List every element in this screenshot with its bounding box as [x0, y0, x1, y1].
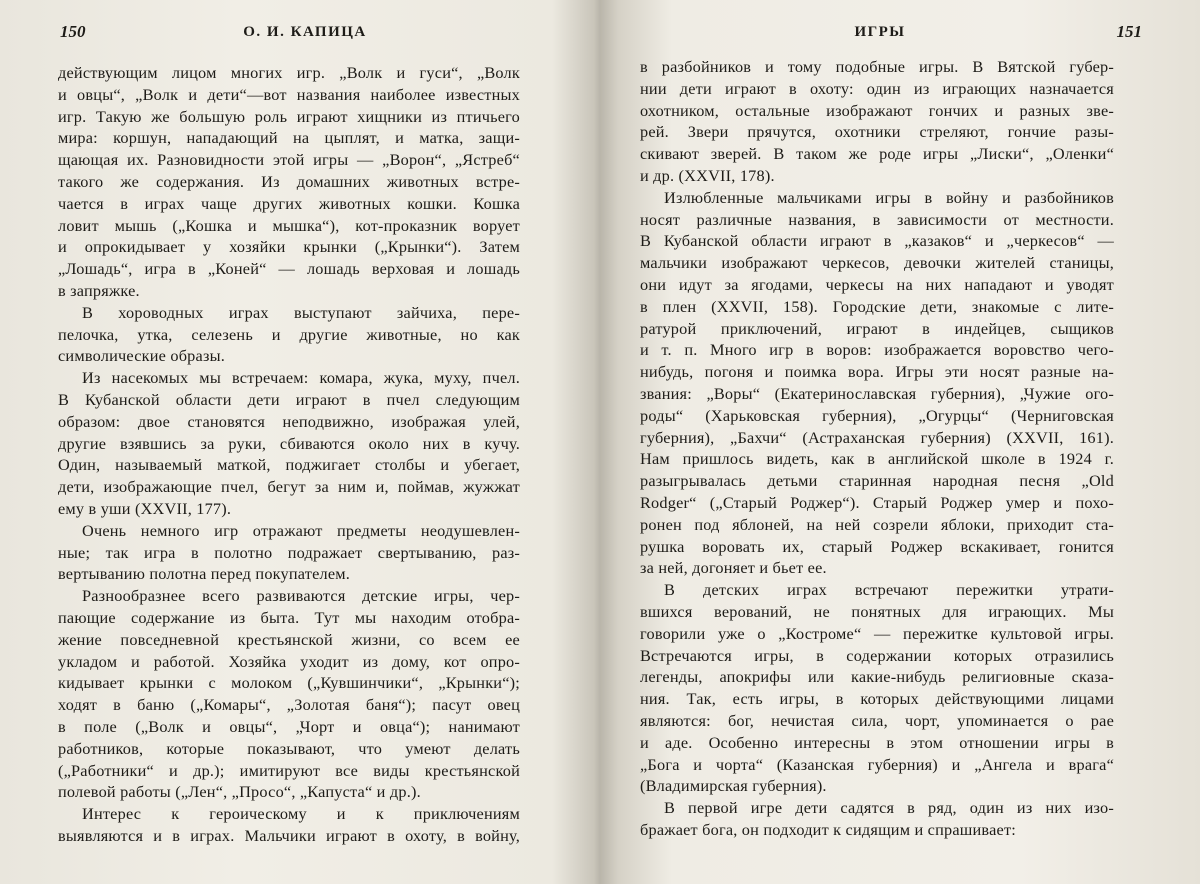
- text-line: „Лошадь“, игра в „Коней“ — лошадь верховая и лошадь: [58, 259, 520, 279]
- text-line: Нам пришлось видеть, как в английской школе в 1924 г.: [640, 449, 1114, 469]
- left-page-text: [58, 62, 520, 847]
- text-line: игр. Такую же большую роль играют хищники из птичьего: [58, 106, 520, 126]
- text-line: В Кубанской области дети играют в пчел следующим: [58, 389, 520, 409]
- text-line: ходят в баню („Комары“, „Золотая баня“); пасут овец: [58, 695, 520, 715]
- text-line: вшихся верований, не понятных для играющих. Мы: [640, 601, 1114, 621]
- text-line: символические образы.: [58, 346, 225, 366]
- text-line: охотником, остальные изображают гончих и разных зве-: [640, 100, 1114, 120]
- text-line: являются: бог, нечистая сила, чорт, упоминается о рае: [640, 710, 1114, 730]
- text-line: они идут за ягодами, черкесы на них нападают и уводят: [640, 274, 1114, 294]
- text-line: в разбойников и тому подобные игры. В Вятской губер-: [640, 57, 1114, 76]
- text-line: В детских играх встречают пережитки утрати-: [664, 580, 1114, 600]
- text-line: мальчики изображают черкесов, девочки жителей станицы,: [640, 253, 1114, 273]
- text-line: за ней, догоняет и бьет ее.: [640, 558, 827, 578]
- running-head-right: ИГРЫ: [854, 24, 906, 40]
- text-line: щающая их. Разновидности этой игры — „Ворон“, „Ястреб“: [58, 150, 520, 170]
- right-page-text: [640, 56, 1114, 841]
- text-line: Интерес к героическому и к приключениям: [82, 804, 520, 824]
- text-line: Очень немного игр отражают предметы неодушевлен-: [82, 520, 520, 540]
- text-line: носят различные названия, в зависимости от местности.: [640, 209, 1114, 229]
- text-line: нибудь, погоня и поимка вора. Игры эти носят разные на-: [640, 362, 1114, 382]
- text-line: ные; так игра в полотно подражает свертыванию, раз-: [58, 542, 520, 562]
- text-line: вертыванию полотна перед покупателем.: [58, 564, 351, 584]
- text-line: разыгрывалась детьми старинная народная песня „Old: [640, 471, 1114, 491]
- text-line: мира: коршун, нападающий на цыплят, и матка, защи-: [58, 128, 520, 148]
- text-line: и аде. Особенно интересны в этом отношении игры в: [640, 732, 1114, 752]
- text-line: легенды, апокрифы или какие-нибудь религиовные сказа-: [640, 667, 1114, 687]
- page-number-right: 151: [1116, 22, 1142, 41]
- page-number-left: 150: [60, 22, 86, 41]
- text-line: пелочка, утка, селезень и другие животные, но как: [58, 324, 520, 344]
- text-line: ронен под яблоней, на ней созрели яблоки, приходит ста-: [640, 514, 1114, 534]
- text-line: бражает бога, он подходит к сидящим и спрашивает:: [640, 819, 1016, 839]
- text-line: работников, которые показывают, что умеют делать: [58, 738, 520, 758]
- text-line: ратурой приключений, играют в индейцев, сыщиков: [640, 318, 1114, 338]
- text-line: Излюбленные мальчиками игры в войну и разбойников: [664, 187, 1114, 207]
- text-line: В Кубанской области играют в „казаков“ и „черкесов“ —: [640, 231, 1114, 251]
- text-line: Из насекомых мы встречаем: комара, жука, муху, пчел.: [82, 368, 520, 388]
- text-line: другие взявшись за руки, сбиваются около них в кучу.: [58, 433, 520, 453]
- text-line: ния. Так, есть игры, в которых действующими лицами: [640, 689, 1114, 709]
- text-line: и опрокидывает у хозяйки крынки („Крынки“). Затем: [58, 237, 520, 257]
- text-line: губерния), „Бахчи“ (Астраханская губерния) (XXVII, 161).: [640, 427, 1114, 447]
- text-line: Разнообразнее всего развиваются детские игры, чер-: [82, 586, 520, 606]
- text-line: В хороводных играх выступают зайчиха, пере-: [82, 302, 520, 322]
- running-head-left: О. И. КАПИЦА: [243, 24, 367, 40]
- text-line: в запряжке.: [58, 280, 140, 300]
- text-line: („Работники“ и др.); имитируют все виды крестьянской: [58, 760, 520, 780]
- text-line: выявляются и в играх. Мальчики играют в охоту, в войну,: [58, 825, 520, 845]
- text-line: и др. (XXVII, 178).: [640, 165, 775, 185]
- text-line: пающие содержание из быта. Тут мы находим отобра-: [58, 607, 520, 627]
- text-line: в поле („Волк и овцы“, „Чорт и овца“); нанимают: [58, 716, 520, 736]
- text-line: полевой работы („Лен“, „Просо“, „Капуста“ и др.).: [58, 782, 421, 802]
- text-line: звания: „Воры“ (Екатеринославская губерния), „Чужие ого-: [640, 383, 1114, 403]
- text-line: Один, называемый маткой, поджигает столбы и убегает,: [58, 455, 520, 475]
- text-line: кидывает крынки с молоком („Кувшинчики“, „Крынки“);: [58, 673, 520, 693]
- text-line: рей. Звери прячутся, охотники стреляют, гончие разы-: [640, 122, 1114, 142]
- text-line: говорили уже о „Костроме“ — пережитке культовой игры.: [640, 623, 1114, 643]
- text-line: и т. п. Много игр в воров: изображается воровство чего-: [640, 340, 1114, 360]
- text-line: „Бога и чорта“ (Казанская губерния) и „Ангела и врага“: [640, 754, 1114, 774]
- text-line: образом: двое становятся неподвижно, изображая улей,: [58, 411, 520, 431]
- text-line: действующим лицом многих игр. „Волк и гуси“, „Волк: [58, 63, 520, 82]
- text-line: и овцы“, „Волк и дети“—вот названия наиболее известных: [58, 84, 520, 104]
- text-line: дети, изображающие пчел, бегут за ним и, поймав, жужжат: [58, 477, 520, 497]
- text-line: ловит мышь („Кошка и мышка“), кот-проказник ворует: [58, 215, 520, 235]
- text-line: рушка воровать их, старый Роджер вскакивает, гонится: [640, 536, 1114, 556]
- text-line: роды“ (Харьковская губерния), „Огурцы“ (Черниговская: [640, 405, 1114, 425]
- text-line: скивают зверей. В таком же роде игры „Лиски“, „Оленки“: [640, 144, 1114, 164]
- text-line: ему в уши (XXVII, 177).: [58, 498, 232, 518]
- text-line: нии дети играют в охоту: один из играющих назначается: [640, 78, 1114, 98]
- text-line: жение повседневной крестьянской жизни, со всем ее: [58, 629, 520, 649]
- text-line: в плен (XXVII, 158). Городские дети, знакомые с лите-: [640, 296, 1114, 316]
- text-line: укладом и работой. Хозяйка уходит из дому, кот опро-: [58, 651, 520, 671]
- text-line: (Владимирская губерния).: [640, 776, 827, 796]
- text-line: В первой игре дети садятся в ряд, один из них изо-: [664, 798, 1114, 818]
- text-line: Встречаются игры, в содержании которых отразились: [640, 645, 1114, 665]
- text-line: чается в играх чаще других животных кошки. Кошка: [58, 193, 520, 213]
- text-line: Rodger“ („Старый Роджер“). Старый Роджер умер и похо-: [640, 492, 1114, 512]
- text-line: такого же содержания. Из домашних животных встре-: [58, 171, 520, 191]
